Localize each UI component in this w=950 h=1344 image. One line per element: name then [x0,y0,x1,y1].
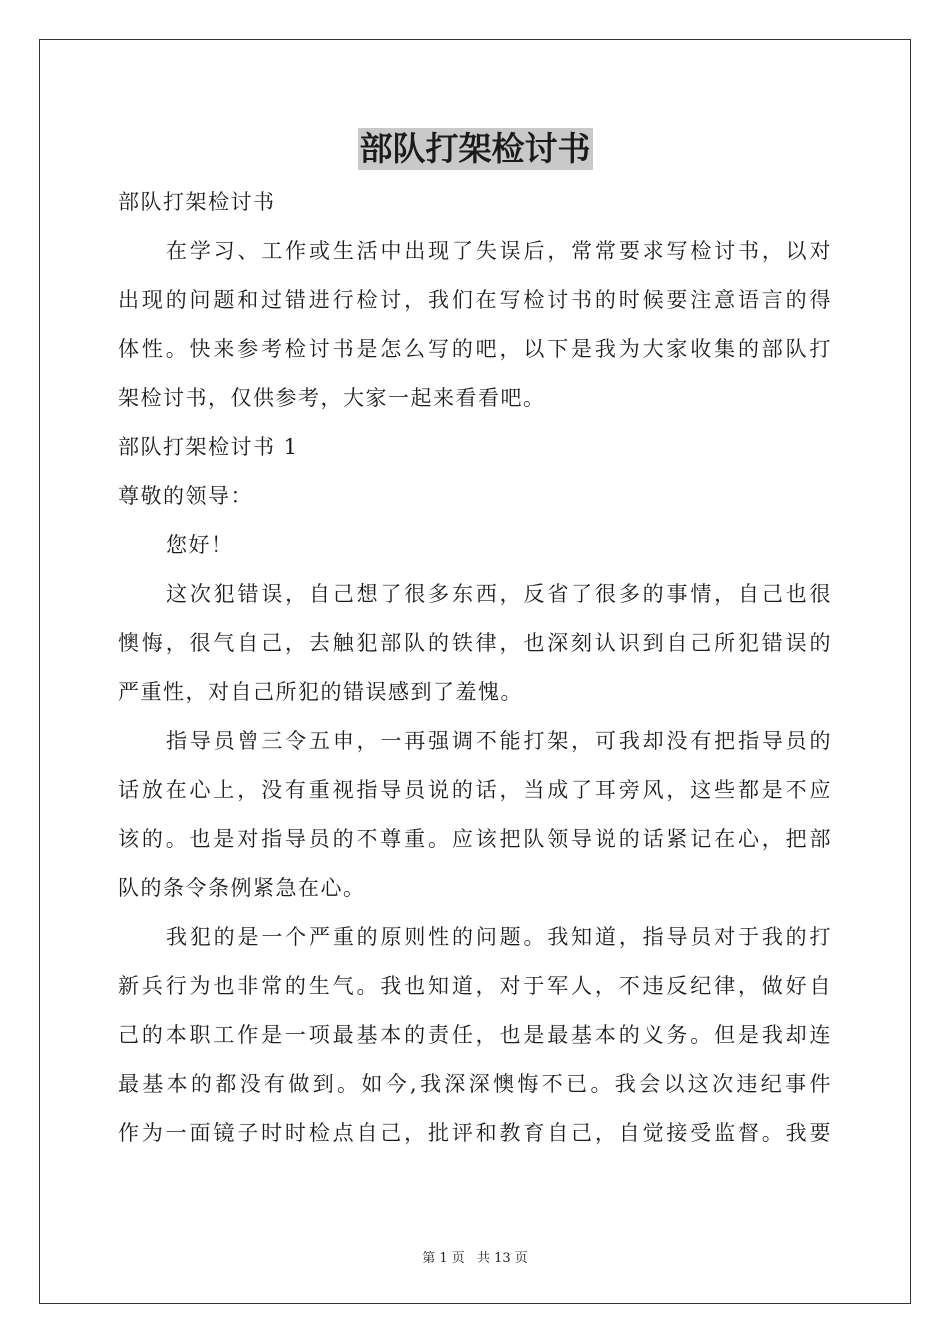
greeting: 您好！ [166,533,234,557]
paragraph-line: 这次犯错误，自己想了很多东西，反省了很多的事情，自己也很 [166,582,832,606]
section-heading: 部队打架检讨书 1 [118,435,299,459]
paragraph-line: 在学习、工作或生活中出现了失误后，常常要求写检讨书，以对 [166,239,832,263]
paragraph-line: 懊悔，很气自己，去触犯部队的铁律，也深刻认识到自己所犯错误的 [118,631,832,655]
document-title: 部队打架检讨书 [359,129,591,168]
paragraph-line: 话放在心上，没有重视指导员说的话，当成了耳旁风，这些都是不应 [118,778,832,802]
paragraph-line: 新兵行为也非常的生气。我也知道，对于军人，不违反纪律，做好自 [118,974,832,998]
paragraph-line: 己的本职工作是一项最基本的责任，也是最基本的义务。但是我却连 [118,1023,832,1047]
paragraph-line: 队的条令条例紧急在心。 [118,876,366,900]
page-number: 第 1 页 [422,1251,465,1266]
document-title-block [0,128,950,170]
document-body [118,178,832,1158]
paragraph-line: 我犯的是一个严重的原则性的问题。我知道，指导员对于我的打 [166,925,832,949]
subtitle-line: 部队打架检讨书 [118,190,276,214]
paragraph-line: 体性。快来参考检讨书是怎么写的吧，以下是我为大家收集的部队打 [118,337,832,361]
paragraph-line: 出现的问题和过错进行检讨，我们在写检讨书的时候要注意语言的得 [118,288,832,312]
paragraph-line: 该的。也是对指导员的不尊重。应该把队领导说的话紧记在心，把部 [118,827,832,851]
paragraph-line: 最基本的都没有做到。如今,我深深懊悔不已。我会以这次违纪事件 [118,1072,832,1096]
page-footer [0,1247,950,1266]
paragraph-line: 严重性，对自己所犯的错误感到了羞愧。 [118,680,523,704]
paragraph-line: 作为一面镜子时时检点自己，批评和教育自己，自觉接受监督。我要 [118,1121,832,1145]
salutation: 尊敬的领导： [118,484,253,508]
paragraph-line: 架检讨书，仅供参考，大家一起来看看吧。 [118,386,546,410]
page-total: 共 13 页 [476,1251,528,1266]
paragraph-line: 指导员曾三令五申，一再强调不能打架，可我却没有把指导员的 [166,729,832,753]
